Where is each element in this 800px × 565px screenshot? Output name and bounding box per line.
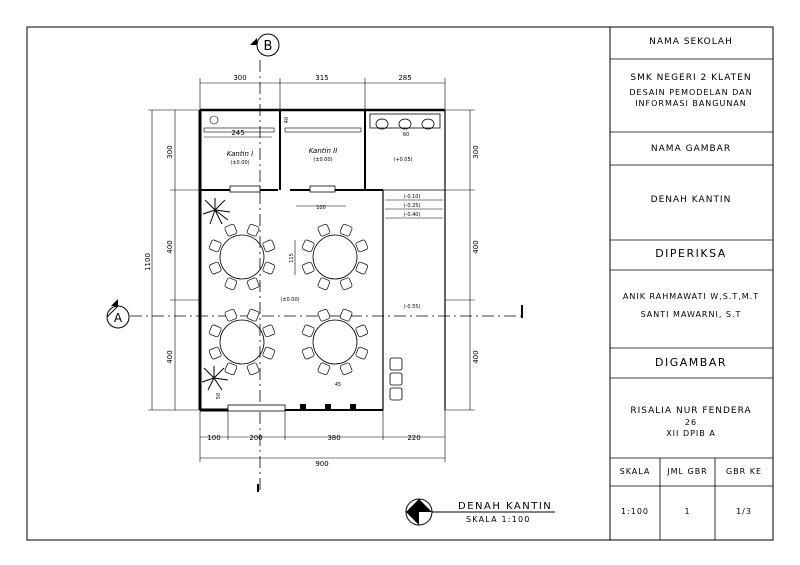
dining-level: (±0.00) bbox=[280, 297, 300, 303]
checker-1: ANIK RAHMAWATI W,S.T,M.T bbox=[622, 292, 760, 301]
room1-level: (±0.00) bbox=[230, 160, 250, 166]
program-line-2: INFORMASI BANGUNAN bbox=[635, 99, 747, 108]
chair-1-7 bbox=[247, 224, 260, 237]
dim-total-width: 900 bbox=[315, 460, 329, 468]
drawer-name: RISALIA NUR FENDERA bbox=[630, 406, 752, 416]
chair-3-3 bbox=[224, 362, 237, 375]
plant-top bbox=[203, 198, 230, 224]
sink-row bbox=[370, 114, 440, 129]
title-school-heading: NAMA SEKOLAH bbox=[649, 37, 733, 47]
dim-left-1: 300 bbox=[166, 145, 174, 159]
checker-2: SANTI MAWARNI, S.T bbox=[640, 310, 742, 319]
chair-4-4 bbox=[302, 347, 315, 360]
chair-4-6 bbox=[317, 309, 330, 322]
chair-2-6 bbox=[317, 224, 330, 237]
dim-top-1: 300 bbox=[233, 74, 247, 82]
dining-table-2 bbox=[313, 235, 357, 279]
chair-2-5 bbox=[302, 239, 315, 252]
chair-2-4 bbox=[302, 262, 315, 275]
dim-top-2: 315 bbox=[315, 74, 329, 82]
dim-small-f: 40 bbox=[284, 116, 290, 124]
chair-2-7 bbox=[340, 224, 353, 237]
dining-table-4 bbox=[313, 320, 357, 364]
drawn-heading: DIGAMBAR bbox=[655, 356, 727, 369]
chair-1-4 bbox=[209, 262, 222, 275]
ramp-level-2: (-0.25) bbox=[403, 203, 421, 209]
chair-1-2 bbox=[247, 277, 260, 290]
corridor-level: (-0.55) bbox=[403, 304, 421, 310]
room2-level: (±0.00) bbox=[313, 157, 333, 163]
ramp-level-3: (-0.40) bbox=[403, 212, 421, 218]
dim-small-a: 100 bbox=[316, 205, 326, 211]
chair-3-8 bbox=[262, 324, 275, 337]
room2-name: Kantin II bbox=[308, 147, 338, 155]
program-line-1: DESAIN PEMODELAN DAN bbox=[629, 88, 753, 97]
count-value: 1 bbox=[684, 507, 691, 516]
drawer-block bbox=[610, 405, 772, 439]
room1-name: Kantin I bbox=[226, 150, 254, 158]
dim-right-2: 400 bbox=[472, 240, 480, 254]
col-scale-label: SKALA bbox=[619, 467, 651, 476]
chair-1-8 bbox=[262, 239, 275, 252]
dim-bottom-3: 380 bbox=[327, 434, 341, 442]
dim-small-d: 45 bbox=[334, 382, 342, 388]
dim-top-3: 285 bbox=[398, 74, 412, 82]
chair-4-2 bbox=[340, 362, 353, 375]
dim-left-2: 400 bbox=[166, 240, 174, 254]
dim-left-3: 400 bbox=[166, 350, 174, 364]
dim-total-height: 1100 bbox=[144, 253, 152, 271]
chair-4-1 bbox=[355, 347, 368, 360]
dim-bottom-4: 220 bbox=[407, 434, 421, 442]
chair-4-8 bbox=[355, 324, 368, 337]
chair-3-2 bbox=[247, 362, 260, 375]
chair-2-8 bbox=[355, 239, 368, 252]
chair-4-5 bbox=[302, 324, 315, 337]
dim-right-1: 300 bbox=[472, 145, 480, 159]
dim-bottom-2: 200 bbox=[249, 434, 263, 442]
ramp-level-1: (-0.10) bbox=[403, 194, 421, 200]
section-label-b: B bbox=[263, 39, 273, 54]
caption-title: DENAH KANTIN bbox=[458, 501, 553, 512]
section-label-a: A bbox=[113, 311, 123, 325]
chair-1-1 bbox=[262, 262, 275, 275]
chair-4-3 bbox=[317, 362, 330, 375]
scale-value: 1:100 bbox=[620, 507, 650, 516]
chair-3-5 bbox=[209, 324, 222, 337]
drawer-number: 26 bbox=[684, 418, 698, 427]
chair-1-3 bbox=[224, 277, 237, 290]
dim-small-e: 50 bbox=[216, 392, 222, 400]
col-count-label: JML GBR bbox=[667, 467, 708, 476]
chair-1-6 bbox=[224, 224, 237, 237]
dim-bottom-1: 100 bbox=[207, 434, 221, 442]
dim-small-c: 115 bbox=[289, 253, 295, 263]
chair-2-2 bbox=[340, 277, 353, 290]
dining-table-1 bbox=[220, 235, 264, 279]
chair-3-7 bbox=[247, 309, 260, 322]
dim-right-3: 400 bbox=[472, 350, 480, 364]
chair-2-1 bbox=[355, 262, 368, 275]
floor-plan bbox=[107, 34, 555, 525]
chair-3-6 bbox=[224, 309, 237, 322]
dining-table-3 bbox=[220, 320, 264, 364]
drawer-class: XII DPIB A bbox=[666, 429, 716, 438]
wash-level: (+0.05) bbox=[393, 157, 413, 163]
drawing-name: DENAH KANTIN bbox=[650, 195, 732, 205]
chair-3-1 bbox=[262, 347, 275, 360]
dim-small-b: 60 bbox=[402, 132, 410, 138]
sheet-value: 1/3 bbox=[736, 507, 752, 516]
checked-heading: DIPERIKSA bbox=[655, 247, 727, 260]
title-school-block bbox=[610, 72, 772, 109]
col-sheet-label: GBR KE bbox=[725, 467, 763, 476]
title-drawing-heading: NAMA GAMBAR bbox=[650, 144, 732, 154]
dim-counter: 245 bbox=[231, 129, 245, 137]
caption-scale: SKALA 1:100 bbox=[466, 515, 531, 524]
chair-4-7 bbox=[340, 309, 353, 322]
chair-2-3 bbox=[317, 277, 330, 290]
school-name: SMK NEGERI 2 KLATEN bbox=[630, 73, 752, 83]
plant-bottom bbox=[202, 366, 228, 390]
chair-3-4 bbox=[209, 347, 222, 360]
chair-1-5 bbox=[209, 239, 222, 252]
